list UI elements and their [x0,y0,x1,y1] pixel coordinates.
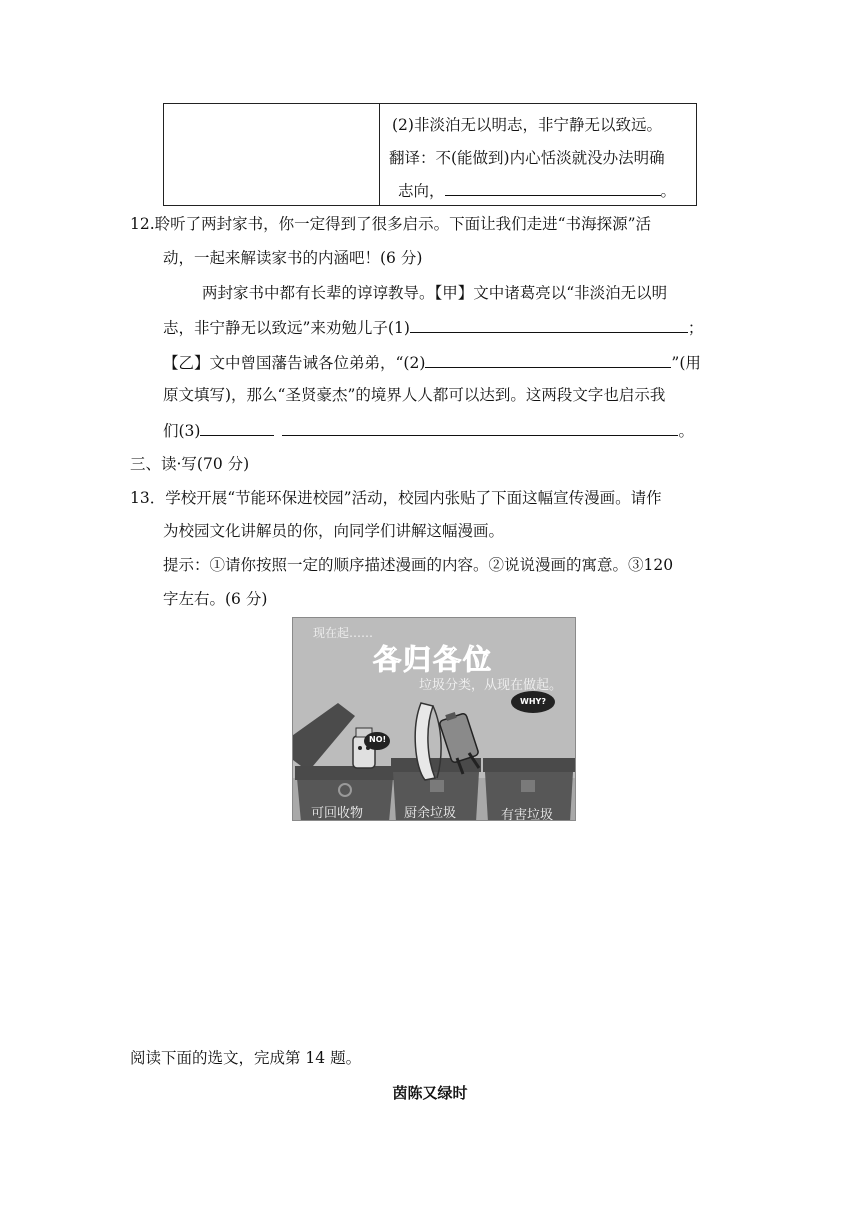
answer-blank[interactable] [445,180,661,196]
table-line-2: 翻译：不(能做到)内心恬淡就没办法明确 [389,149,665,167]
q12-line-3: 两封家书中都有长辈的谆谆教导。【甲】文中诸葛亮以“非淡泊无以明 [202,284,668,302]
section-heading: 三、读·写(70 分) [130,455,250,473]
q12-line-1: 12.聆听了两封家书，你一定得到了很多启示。下面让我们走进“书海探源”活 [130,215,652,233]
bin-label-recyclable: 可回收物 [311,806,364,821]
cartoon-subline: 垃圾分类，从现在做起。 [419,678,563,693]
table-line-3: 志向， 。 [398,182,677,200]
answer-blank-3b[interactable] [282,420,678,436]
table-line-1: (2)非淡泊无以明志，非宁静无以致远。 [392,116,662,134]
answer-blank-3a[interactable] [200,420,274,436]
q12-line-2: 动，一起来解读家书的内涵吧！(6 分) [163,249,423,267]
q12-line-7: 们(3) 。 [163,422,694,440]
bubble-why-text: WHY? [520,697,546,706]
bin-label-kitchen: 厨余垃圾 [404,806,457,821]
garbage-sorting-cartoon [292,617,576,821]
table-divider [379,104,380,205]
passage-title: 茵陈又绿时 [392,1084,468,1102]
q12-line-6: 原文填写)，那么“圣贤豪杰”的境界人人都可以达到。这两段文字也启示我 [163,386,666,404]
q13-line-1: 13．学校开展“节能环保进校园”活动，校园内张贴了下面这幅宣传漫画。请作 [130,489,662,507]
bubble-no-text: NO! [369,735,387,744]
reading-instruction: 阅读下面的选文，完成第 14 题。 [130,1049,362,1067]
answer-blank-1[interactable] [410,317,688,333]
cartoon-top-text: 现在起…… [313,626,374,640]
q13-line-4: 字左右。(6 分) [163,590,268,608]
cartoon-headline: 各归各位 [373,643,494,676]
translation-table [163,103,697,206]
q12-line-4: 志，非宁静无以致远”来劝勉儿子(1) ； [163,319,704,337]
q12-line-5: 【乙】文中曾国藩告诫各位弟弟，“(2) ”(用 [163,354,701,372]
answer-blank-2[interactable] [425,352,671,368]
q13-line-3: 提示：①请你按照一定的顺序描述漫画的内容。②说说漫画的寓意。③120 [163,556,674,574]
bin-label-hazardous: 有害垃圾 [501,808,554,821]
q13-line-2: 为校园文化讲解员的你，向同学们讲解这幅漫画。 [163,522,505,540]
